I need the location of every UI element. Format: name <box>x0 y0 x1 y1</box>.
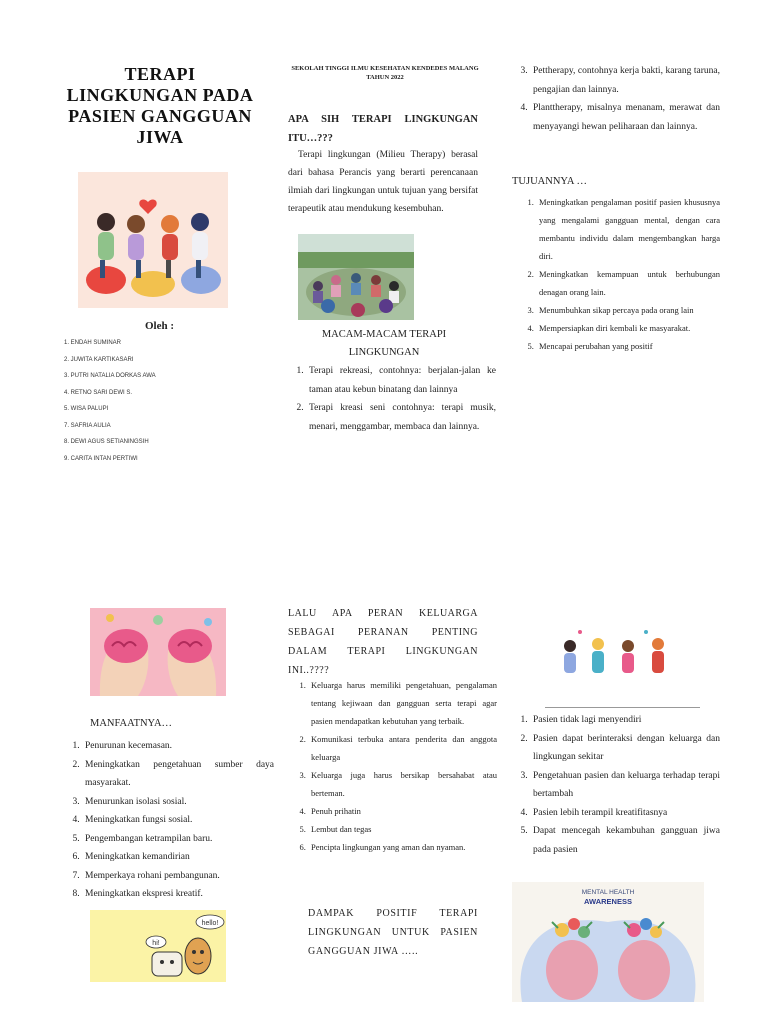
speech-bubble-hello: hello! <box>201 920 219 927</box>
divider <box>545 707 700 708</box>
author-list <box>64 340 156 472</box>
list-item: 4. Penuh prihatin <box>308 802 497 820</box>
author-item: 5. WISA PALUPI <box>64 406 109 412</box>
author-item: 4. RETNO SARI DEWI S. <box>64 389 133 396</box>
list-item: 2. Pasien dapat berinteraksi dengan keluarga dan lingkungan sekitar <box>530 730 720 767</box>
author-item: 9. CARITA INTAN PERTIWI <box>64 455 138 462</box>
list-item: 5. Mencapai perubahan yang positif <box>536 337 720 355</box>
list-item: 4. Meningkatkan fungsi sosial. <box>82 811 274 830</box>
page-title: TERAPI LINGKUNGAN PADA PASIEN GANGGUAN JIWA <box>66 64 254 147</box>
macam-list-continued <box>512 62 720 136</box>
author-item: 2. JUWITA KARTIKASARI <box>64 356 134 363</box>
list-item: 4. Planttherapy, misalnya menanam, merawat dan menyayangi hewan peliharaan dan lainnya. <box>530 99 720 136</box>
list-item: 7. Memperkaya rohani pembangunan. <box>82 867 274 886</box>
list-item: 2. Meningkatkan kemampuan untuk berhubungan denagan orang lain. <box>536 265 720 301</box>
group-therapy-illustration <box>78 172 228 308</box>
list-item: 1. Meningkatkan pengalaman positif pasien khususnya yang mengalami gangguan mental, dengan cara membantu individu dalam mengembangkan harga diri. <box>536 193 720 265</box>
list-item: 8. Meningkatkan ekspresi kreatif. <box>82 885 274 904</box>
list-item: 2. Terapi kreasi seni contohnya: terapi musik, menari, menggambar, membaca dan lainnya. <box>306 399 496 436</box>
list-item: 1. Terapi rekreasi, contohnya: berjalan-jalan ke taman atau kebun binatang dan lainnya <box>306 362 496 399</box>
list-item: 3. Menurunkan isolasi sosial. <box>82 793 274 812</box>
list-item: 6. Meningkatkan kemandirian <box>82 848 274 867</box>
list-item: 5. Pengembangan ketrampilan baru. <box>82 830 274 849</box>
mental-health-brains-illustration <box>90 608 226 696</box>
mh-title-line1: MENTAL HEALTH <box>581 889 635 896</box>
section-heading-macam: MACAM-MACAM TERAPI LINGKUNGAN <box>321 329 447 358</box>
macam-list <box>288 362 496 436</box>
school-name: SEKOLAH TINGGI ILMU KESEHATAN KENDEDES MALANG TAHUN 2022 <box>291 65 479 81</box>
section-heading-peran: LALU APA PERAN KELUARGA SEBAGAI PERANAN PENTING DALAM TERAPI LINGKUNGAN INI..???? <box>288 608 478 676</box>
tujuan-list <box>518 193 720 355</box>
list-item: 4. Mempersiapkan diri kembali ke masyarakat. <box>536 319 720 337</box>
list-item: 3. Pettherapy, contohnya kerja bakti, karang taruna, pengajian dan lainnya. <box>530 62 720 99</box>
dampak-list <box>512 711 720 859</box>
list-item: 5. Dapat mencegah kekambuhan gangguan jiwa pada pasien <box>530 822 720 859</box>
list-item: 3. Keluarga juga harus bersikap bersahabat atau berteman. <box>308 766 497 802</box>
list-item: 3. Menumbuhkan sikap percaya pada orang lain <box>536 301 720 319</box>
section-heading-tujuan: TUJUANNYA … <box>512 176 587 187</box>
mental-health-awareness-illustration <box>512 882 704 1002</box>
author-item: 7. SAFRIA AULIA <box>64 422 111 429</box>
list-item: 1. Keluarga harus memiliki pengetahuan, pengalaman tentang kejiwaan dan gangguan serta terapi agar pasien mendapatkan kebutuhan yang terbaik. <box>308 676 497 730</box>
speech-bubble-hi: hi! <box>152 940 160 947</box>
list-item: 3. Pengetahuan pasien dan keluarga terhadap terapi bertambah <box>530 767 720 804</box>
happy-women-illustration <box>550 626 690 682</box>
section-heading-dampak: DAMPAK POSITIF TERAPI LINGKUNGAN UNTUK PASIEN GANGGUAN JIWA ….. <box>308 908 478 957</box>
outdoor-therapy-photo <box>298 234 414 320</box>
list-item: 2. Meningkatkan pengetahuan sumber daya masyarakat. <box>82 756 274 793</box>
mh-title-line2: AWARENESS <box>584 897 632 906</box>
manfaat-list <box>64 737 274 904</box>
author-item: 1. ENDAH SUMINAR <box>64 340 122 346</box>
list-item: 1. Penurunan kecemasan. <box>82 737 274 756</box>
author-heading: Oleh : <box>145 320 175 332</box>
section-heading-manfaat: MANFAATNYA… <box>90 718 173 729</box>
list-item: 6. Pencipta lingkungan yang aman dan nyaman. <box>308 838 497 856</box>
list-item: 1. Pasien tidak lagi menyendiri <box>530 711 720 730</box>
list-item: 4. Pasien lebih terampil kreatifitasnya <box>530 804 720 823</box>
apa-paragraph: Terapi lingkungan (Milieu Therapy) berasal dari bahasa Perancis yang berarti perencanaan ilmiah dari lingkungan untuk tujuan yang bersifat terapeutik atau mendukung kesembuhan. <box>288 150 478 214</box>
list-item: 2. Komunikasi terbuka antara penderita dan anggota keluarga <box>308 730 497 766</box>
list-item: 5. Lembut dan tegas <box>308 820 497 838</box>
peran-list <box>290 676 497 856</box>
author-item: 8. DEWI AGUS SETIANINGSIH <box>64 439 149 445</box>
friendly-characters-illustration <box>90 910 226 982</box>
author-item: 3. PUTRI NATALIA DORKAS AWA <box>64 373 156 379</box>
section-heading-apa: APA SIH TERAPI LINGKUNGAN ITU…??? <box>288 114 478 144</box>
